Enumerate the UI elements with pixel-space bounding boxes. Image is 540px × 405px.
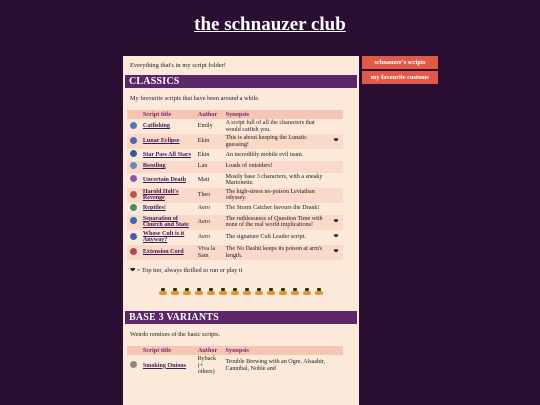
table-row <box>127 161 343 173</box>
script-author: Ryback (+ others) <box>196 355 224 377</box>
script-title-link[interactable]: Boozling <box>142 163 166 170</box>
star-icon <box>130 150 137 157</box>
church-icon <box>130 217 137 224</box>
script-title-link[interactable]: Reptiles! <box>142 205 166 212</box>
schnauzer-icon <box>170 288 180 296</box>
header-synopsis: Synopsis <box>224 110 330 119</box>
heart-icon: ❤ <box>329 134 343 149</box>
script-synopsis: An incredibly mobile evil team. <box>224 149 330 161</box>
heart-icon <box>329 355 343 377</box>
script-author: Lau <box>196 161 224 173</box>
schnauzer-icon <box>314 288 324 296</box>
nav-schnauzers-scripts[interactable]: schnauzer's scripts <box>362 56 438 69</box>
script-synopsis: Mostly base 3 characters, with a sneaky Marionette. <box>224 173 330 188</box>
script-title-link[interactable]: Separation of Church and State <box>142 215 189 229</box>
heart-icon: ❤ <box>329 215 343 230</box>
script-synopsis: Loads of outsiders! <box>224 161 330 173</box>
heart-icon <box>329 149 343 161</box>
script-synopsis: The Storm Catcher favours the Drank! <box>224 203 330 215</box>
heart-icon <box>329 188 343 203</box>
schnauzer-icon <box>206 288 216 296</box>
heart-icon <box>329 161 343 173</box>
reptile-icon <box>130 204 137 211</box>
table-row <box>127 355 343 377</box>
header-script-title: Script title <box>141 346 196 355</box>
moon-icon <box>130 137 137 144</box>
cult-icon <box>130 233 137 240</box>
main-content <box>123 56 359 405</box>
header-author: Author <box>196 346 224 355</box>
schnauzer-icon <box>194 288 204 296</box>
script-title-link[interactable]: Lunar Eclipse <box>142 138 180 145</box>
plug-icon <box>130 248 137 255</box>
catfish-icon <box>130 122 137 129</box>
bottle-icon <box>130 162 137 169</box>
classics-table <box>127 110 343 260</box>
script-synopsis: A script full of all the characters that would catfish you. <box>224 119 330 134</box>
intro-text: Everything that's in my script folder! <box>130 62 226 69</box>
script-author: Theo <box>196 188 224 203</box>
decorative-divider <box>123 277 359 311</box>
script-author: Viva la Sam <box>196 245 224 260</box>
scythe-icon <box>130 175 137 182</box>
schnauzer-icon <box>302 288 312 296</box>
script-author: Ekin <box>196 134 224 149</box>
heart-icon: ❤ <box>329 245 343 260</box>
nav-favourite-customs[interactable]: my favourite customs <box>362 71 438 84</box>
base3-table <box>127 346 343 377</box>
heart-icon <box>329 119 343 134</box>
script-author: Emily <box>196 119 224 134</box>
script-author: Matt <box>196 173 224 188</box>
schnauzer-icon <box>182 288 192 296</box>
script-synopsis: The signature Cult Leader script. <box>224 230 330 245</box>
script-title-link[interactable]: Harold Holt's Revenge <box>142 188 179 202</box>
heart-icon <box>329 173 343 188</box>
heart-icon <box>329 203 343 215</box>
header-author: Author <box>196 110 224 119</box>
side-nav <box>362 56 438 86</box>
site-title[interactable]: the schnauzer club <box>194 14 346 35</box>
script-author: Ekin <box>196 149 224 161</box>
table-row <box>127 245 343 260</box>
table-row <box>127 188 343 203</box>
section-title-base3: BASE 3 VARIANTS <box>125 311 357 324</box>
header-script-title: Script title <box>141 110 196 119</box>
heart-icon: ❤ <box>329 230 343 245</box>
table-row <box>127 149 343 161</box>
script-author: Aero <box>196 203 224 215</box>
header-synopsis: Synopsis <box>224 346 330 355</box>
script-title-link[interactable]: Extension Cord <box>142 249 184 256</box>
table-row <box>127 203 343 215</box>
script-title-link[interactable]: Star Pass All Stars <box>142 151 191 158</box>
table-row <box>127 230 343 245</box>
schnauzer-icon <box>278 288 288 296</box>
table-row <box>127 134 343 149</box>
legend-text: ❤ = Top tier, always thrilled to run or play it <box>130 267 243 275</box>
script-title-link[interactable]: Catfishing <box>142 123 170 130</box>
script-synopsis: Trouble Brewing with an Ogre, Alsaahir, Cannibal, Noble and <box>224 355 330 377</box>
section-description: Weirdo remixes of the basic scripts. <box>130 331 221 339</box>
schnauzer-icon <box>230 288 240 296</box>
schnauzer-icon <box>242 288 252 296</box>
script-author: Aero <box>196 215 224 230</box>
onion-icon <box>130 361 137 368</box>
schnauzer-icon <box>218 288 228 296</box>
schnauzer-icon <box>158 288 168 296</box>
script-synopsis: The ruthlessness of Question Time with none of the real world implications! <box>224 215 330 230</box>
script-title-link[interactable]: Uncertain Death <box>142 176 187 183</box>
schnauzer-icon <box>254 288 264 296</box>
schnauzer-icon <box>290 288 300 296</box>
script-author: Aero <box>196 230 224 245</box>
script-title-link[interactable]: Smoking Onions <box>142 362 187 369</box>
script-synopsis: This is about keeping the Lunatic guessing! <box>224 134 330 149</box>
schnauzer-icon <box>266 288 276 296</box>
table-row <box>127 119 343 134</box>
wave-icon <box>130 191 137 198</box>
script-synopsis: The high-stress no-poison Leviathan odyssey. <box>224 188 330 203</box>
section-description: My favourite scripts that have been around a while. <box>130 95 260 102</box>
script-title-link[interactable]: Whose Cult is it Anyway? <box>142 230 185 244</box>
script-synopsis: The No Dashii keeps its poison at arm's length. <box>224 245 330 260</box>
section-title-classics: CLASSICS <box>125 75 357 88</box>
table-row <box>127 173 343 188</box>
table-row <box>127 215 343 230</box>
